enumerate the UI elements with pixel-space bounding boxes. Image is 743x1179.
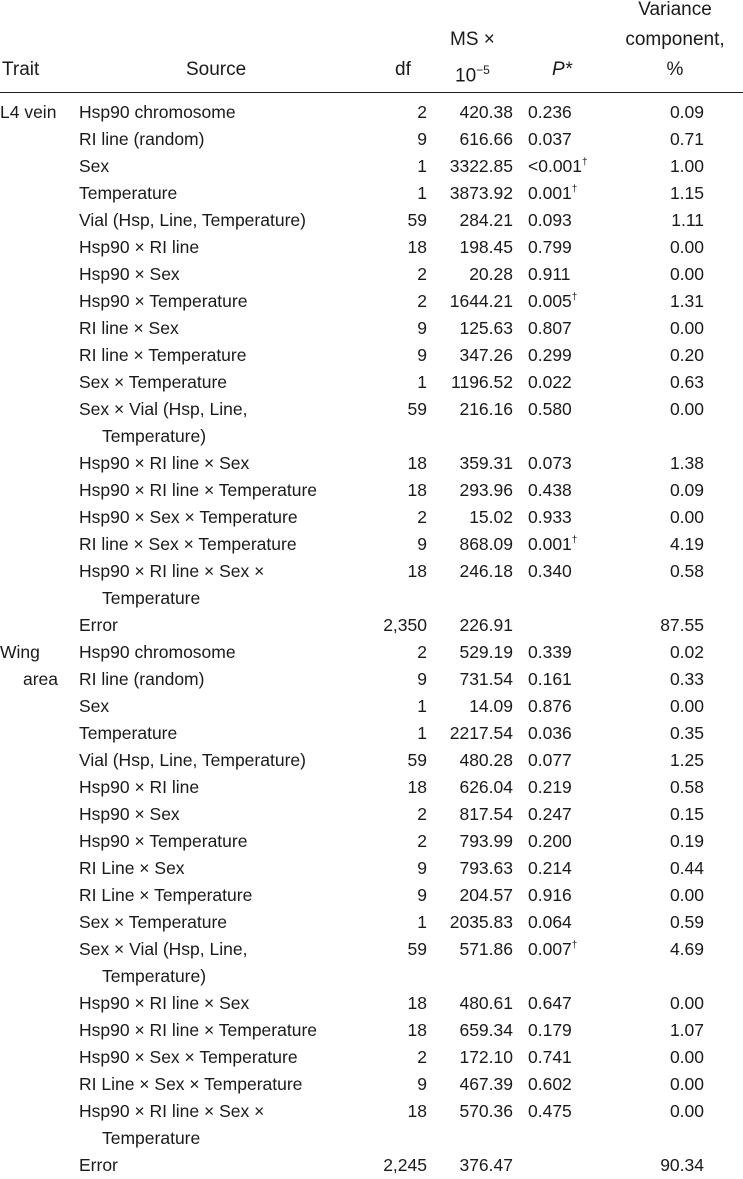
source-cell-continuation: Temperature): [102, 426, 207, 446]
table-row: [0, 369, 743, 396]
ms-cell: 616.66: [459, 129, 513, 149]
ms-cell: 2035.83: [449, 912, 513, 932]
p-value: <0.001: [528, 156, 583, 176]
ms-cell: 15.02: [469, 507, 513, 527]
ms-cell: 2217.54: [449, 723, 513, 743]
p-value: 0.299: [528, 345, 572, 365]
ms-cell: 246.18: [459, 561, 513, 581]
p-value: 0.933: [528, 507, 572, 527]
source-cell: Hsp90 × RI line × Sex: [79, 993, 250, 1013]
header-ms-line1: MS ×: [450, 29, 495, 50]
p-value: 0.602: [528, 1074, 572, 1094]
variance-cell: 1.31: [669, 291, 704, 311]
p-cell: [528, 450, 572, 477]
table-row: [0, 396, 743, 423]
variance-cell: 1.07: [669, 1020, 704, 1040]
p-value: 0.093: [528, 210, 572, 230]
ms-cell: 172.10: [459, 1047, 513, 1067]
ms-cell: 226.91: [459, 615, 513, 635]
variance-cell: 0.44: [669, 858, 704, 878]
p-cell: [528, 936, 577, 963]
table-row: [0, 1152, 743, 1179]
table-header: [0, 0, 743, 92]
p-cell: [528, 882, 572, 909]
table-row: [0, 855, 743, 882]
variance-cell: 0.00: [669, 264, 704, 284]
p-cell: [528, 666, 572, 693]
ms-cell: 868.09: [459, 534, 513, 554]
df-cell: 2: [417, 507, 427, 527]
table-row: [0, 693, 743, 720]
p-cell: [528, 369, 572, 396]
ms-cell: 480.28: [459, 750, 513, 770]
p-value: 0.475: [528, 1101, 572, 1121]
table-row: [0, 936, 743, 963]
variance-cell: 0.00: [669, 237, 704, 257]
variance-cell: 0.09: [669, 480, 704, 500]
variance-cell: 0.00: [669, 1101, 704, 1121]
df-cell: 1: [417, 156, 427, 176]
df-cell: 59: [407, 210, 427, 230]
p-cell: [528, 531, 577, 558]
variance-cell: 0.00: [669, 318, 704, 338]
source-cell-continuation: Temperature: [102, 588, 201, 608]
source-cell: Sex × Vial (Hsp, Line,: [79, 399, 248, 419]
variance-cell: 0.00: [669, 993, 704, 1013]
ms-cell: 1644.21: [449, 291, 513, 311]
ms-cell: 817.54: [459, 804, 513, 824]
variance-cell: 0.59: [669, 912, 704, 932]
p-cell: [528, 558, 572, 585]
source-cell: Sex: [79, 696, 110, 716]
table-row: [0, 450, 743, 477]
table-row: [0, 1071, 743, 1098]
header-df: df: [395, 59, 411, 80]
table-row: [0, 315, 743, 342]
ms-cell: 198.45: [459, 237, 513, 257]
ms-cell: 793.63: [459, 858, 513, 878]
table-row: [0, 261, 743, 288]
table-row: [0, 99, 743, 126]
p-cell: [528, 1017, 572, 1044]
source-cell: RI line × Temperature: [79, 345, 247, 365]
p-cell: [528, 720, 572, 747]
p-value: 0.219: [528, 777, 572, 797]
table-row: [0, 909, 743, 936]
p-cell: [528, 234, 572, 261]
df-cell: 9: [417, 318, 427, 338]
p-value: 0.799: [528, 237, 572, 257]
p-value: 0.077: [528, 750, 572, 770]
ms-cell: 571.86: [459, 939, 513, 959]
source-cell: RI line (random): [79, 669, 205, 689]
variance-cell: 0.00: [669, 1074, 704, 1094]
df-cell: 1: [417, 696, 427, 716]
p-value: 0.001: [528, 183, 572, 203]
source-cell: Temperature: [79, 183, 178, 203]
table-row: [0, 342, 743, 369]
df-cell: 2: [417, 804, 427, 824]
table-row-continuation: [0, 423, 743, 450]
ms-cell: 216.16: [459, 399, 513, 419]
significance-dagger: †: [571, 184, 578, 196]
table-row: [0, 558, 743, 585]
p-cell: [528, 207, 572, 234]
source-cell: Hsp90 × RI line × Temperature: [79, 1020, 318, 1040]
df-cell: 9: [417, 129, 427, 149]
p-cell: [528, 828, 572, 855]
p-cell: [528, 801, 572, 828]
df-cell: 2,245: [383, 1155, 427, 1175]
table-row: [0, 774, 743, 801]
df-cell: 59: [407, 399, 427, 419]
df-cell: 2: [417, 264, 427, 284]
ms-cell: 659.34: [459, 1020, 513, 1040]
p-value: 0.580: [528, 399, 572, 419]
header-source: Source: [186, 59, 247, 80]
ms-cell: 793.99: [459, 831, 513, 851]
table-row: [0, 126, 743, 153]
ms-cell: 293.96: [459, 480, 513, 500]
p-cell: [528, 315, 572, 342]
source-cell: Sex: [79, 156, 110, 176]
table-row-continuation: [0, 1125, 743, 1152]
source-cell: Hsp90 chromosome: [79, 642, 236, 662]
ms-cell: 570.36: [459, 1101, 513, 1121]
df-cell: 18: [407, 1101, 427, 1121]
ms-cell: 20.28: [469, 264, 513, 284]
df-cell: 18: [407, 561, 427, 581]
variance-cell: 87.55: [660, 615, 704, 635]
p-value: 0.340: [528, 561, 572, 581]
trait-label: L4 vein: [0, 102, 57, 122]
p-value: 0.214: [528, 858, 572, 878]
ms-cell: 731.54: [459, 669, 513, 689]
p-value: 0.438: [528, 480, 572, 500]
table-row: [0, 1017, 743, 1044]
source-cell: Hsp90 × RI line × Sex: [79, 453, 250, 473]
variance-cell: 90.34: [660, 1155, 704, 1175]
source-cell: RI line (random): [79, 129, 205, 149]
p-cell: [528, 180, 577, 207]
table-row: [0, 180, 743, 207]
p-cell: [528, 153, 588, 180]
p-value: 0.007: [528, 939, 572, 959]
p-value: 0.741: [528, 1047, 572, 1067]
table-row: [0, 504, 743, 531]
source-cell-continuation: Temperature: [102, 1128, 201, 1148]
source-cell: Hsp90 × Sex: [79, 264, 180, 284]
source-cell: Hsp90 chromosome: [79, 102, 236, 122]
p-value: 0.339: [528, 642, 572, 662]
p-value: 0.247: [528, 804, 572, 824]
variance-cell: 0.33: [669, 669, 704, 689]
df-cell: 2: [417, 291, 427, 311]
p-value: 0.200: [528, 831, 572, 851]
source-cell: Hsp90 × Sex: [79, 804, 180, 824]
table-row: [0, 531, 743, 558]
df-cell: 18: [407, 993, 427, 1013]
source-cell: Sex × Temperature: [79, 372, 228, 392]
source-cell: Vial (Hsp, Line, Temperature): [79, 750, 306, 770]
ms-cell: 3873.92: [449, 183, 513, 203]
variance-cell: 0.00: [669, 399, 704, 419]
table-row: [0, 1098, 743, 1125]
trait-label: Wing: [0, 642, 40, 662]
p-cell: [528, 288, 577, 315]
source-cell: Hsp90 × RI line × Temperature: [79, 480, 318, 500]
p-cell: [528, 855, 572, 882]
source-cell: Error: [79, 615, 118, 635]
source-cell: Sex × Vial (Hsp, Line,: [79, 939, 248, 959]
source-cell: RI Line × Sex: [79, 858, 185, 878]
ms-cell: 420.38: [459, 102, 513, 122]
variance-cell: 0.09: [669, 102, 704, 122]
p-cell: [528, 747, 572, 774]
significance-dagger: †: [582, 157, 588, 169]
df-cell: 2: [417, 1047, 427, 1067]
significance-dagger: †: [571, 535, 578, 547]
df-cell: 9: [417, 885, 427, 905]
variance-cell: 4.69: [669, 939, 704, 959]
variance-cell: 1.15: [669, 183, 704, 203]
ms-cell: 626.04: [459, 777, 513, 797]
variance-cell: 0.58: [669, 777, 704, 797]
df-cell: 59: [407, 750, 427, 770]
table-row: [0, 234, 743, 261]
p-value: 0.236: [528, 102, 572, 122]
source-cell: Hsp90 × Temperature: [79, 831, 248, 851]
significance-dagger: †: [571, 940, 578, 952]
p-value: 0.001: [528, 534, 572, 554]
source-cell: RI line × Sex × Temperature: [79, 534, 297, 554]
p-cell: [528, 99, 572, 126]
source-cell: Hsp90 × Sex × Temperature: [79, 1047, 298, 1067]
df-cell: 18: [407, 777, 427, 797]
variance-cell: 0.00: [669, 696, 704, 716]
ms-cell: 14.09: [469, 696, 513, 716]
table-row-continuation: [0, 963, 743, 990]
table-row: [0, 153, 743, 180]
p-cell: [528, 693, 572, 720]
source-cell: RI Line × Temperature: [79, 885, 253, 905]
variance-cell: 1.38: [669, 453, 704, 473]
variance-cell: 0.02: [669, 642, 704, 662]
p-value: 0.161: [528, 669, 572, 689]
variance-cell: 0.63: [669, 372, 704, 392]
variance-cell: 0.20: [669, 345, 704, 365]
table-row-continuation: [0, 585, 743, 612]
df-cell: 18: [407, 480, 427, 500]
df-cell: 59: [407, 939, 427, 959]
p-cell: [528, 342, 572, 369]
df-cell: 2: [417, 642, 427, 662]
p-cell: [528, 477, 572, 504]
df-cell: 9: [417, 534, 427, 554]
p-cell: [528, 126, 572, 153]
ms-cell: 376.47: [459, 1155, 513, 1175]
header-vc-line2: component,: [625, 29, 725, 50]
ms-cell: 3322.85: [449, 156, 513, 176]
variance-cell: 4.19: [669, 534, 704, 554]
variance-cell: 1.00: [669, 156, 704, 176]
ms-cell: 1196.52: [451, 372, 513, 392]
p-value: 0.037: [528, 129, 572, 149]
table-row: [0, 207, 743, 234]
source-cell: Temperature: [79, 723, 178, 743]
df-cell: 1: [417, 372, 427, 392]
table-row: [0, 639, 743, 666]
df-cell: 2,350: [383, 615, 427, 635]
source-cell: Error: [79, 1155, 118, 1175]
header-trait: Trait: [2, 59, 40, 80]
table-row: [0, 288, 743, 315]
df-cell: 18: [407, 453, 427, 473]
df-cell: 18: [407, 237, 427, 257]
source-cell: Hsp90 × RI line: [79, 777, 200, 797]
table-row: [0, 990, 743, 1017]
df-cell: 1: [417, 912, 427, 932]
df-cell: 9: [417, 669, 427, 689]
ms-cell: 480.61: [459, 993, 513, 1013]
df-cell: 1: [417, 723, 427, 743]
df-cell: 2: [417, 102, 427, 122]
source-cell: Hsp90 × RI line × Sex ×: [79, 561, 265, 581]
df-cell: 18: [407, 1020, 427, 1040]
table-row: [0, 720, 743, 747]
variance-cell: 0.00: [669, 885, 704, 905]
table-row: [0, 1044, 743, 1071]
p-value: 0.073: [528, 453, 572, 473]
source-cell: Hsp90 × Temperature: [79, 291, 248, 311]
variance-cell: 0.00: [669, 507, 704, 527]
p-value: 0.005: [528, 291, 572, 311]
source-cell: RI Line × Sex × Temperature: [79, 1074, 303, 1094]
p-cell: [528, 639, 572, 666]
header-vc-line3: %: [666, 59, 684, 80]
p-cell: [528, 909, 572, 936]
p-cell: [528, 396, 572, 423]
p-cell: [528, 504, 572, 531]
ms-cell: 529.19: [459, 642, 513, 662]
p-cell: [528, 774, 572, 801]
header-ms-base: 10: [455, 65, 477, 87]
variance-cell: 0.35: [669, 723, 704, 743]
variance-cell: 0.71: [669, 129, 704, 149]
header-ms-line2: [455, 55, 490, 91]
df-cell: 9: [417, 1074, 427, 1094]
p-value: 0.876: [528, 696, 572, 716]
p-value: 0.036: [528, 723, 572, 743]
p-value: 0.022: [528, 372, 572, 392]
ms-cell: 359.31: [459, 453, 513, 473]
table-row: [0, 882, 743, 909]
p-cell: [528, 990, 572, 1017]
p-cell: [528, 1071, 572, 1098]
table-row: [0, 666, 743, 693]
ms-cell: 467.39: [459, 1074, 513, 1094]
variance-cell: 0.19: [669, 831, 704, 851]
variance-cell: 0.00: [669, 1047, 704, 1067]
variance-cell: 1.11: [671, 210, 704, 230]
ms-cell: 347.26: [459, 345, 513, 365]
p-cell: [528, 261, 571, 288]
source-cell: Hsp90 × RI line: [79, 237, 200, 257]
source-cell: Hsp90 × RI line × Sex ×: [79, 1101, 265, 1121]
header-vc-line1: Variance: [638, 0, 712, 20]
header-variance: [609, 0, 741, 85]
table-row: [0, 612, 743, 639]
p-value: 0.179: [528, 1020, 572, 1040]
header-rule: [0, 92, 743, 93]
variance-cell: 0.15: [669, 804, 704, 824]
p-value: 0.807: [528, 318, 572, 338]
ms-cell: 204.57: [459, 885, 513, 905]
table-row: [0, 828, 743, 855]
df-cell: 1: [417, 183, 427, 203]
source-cell: Hsp90 × Sex × Temperature: [79, 507, 298, 527]
variance-cell: 1.25: [669, 750, 704, 770]
source-cell: Vial (Hsp, Line, Temperature): [79, 210, 306, 230]
table-row: [0, 801, 743, 828]
ms-cell: 125.63: [459, 318, 513, 338]
p-value: 0.911: [528, 264, 571, 284]
p-cell: [528, 1044, 572, 1071]
ms-cell: 284.21: [459, 210, 513, 230]
trait-label-cont: area: [22, 669, 58, 689]
source-cell: RI line × Sex: [79, 318, 179, 338]
p-cell: [528, 1098, 572, 1125]
p-value: 0.064: [528, 912, 572, 932]
header-ms-exponent: −5: [476, 63, 490, 77]
header-p: P*: [552, 59, 573, 80]
source-cell-continuation: Temperature): [102, 966, 207, 986]
p-value: 0.916: [528, 885, 572, 905]
source-cell: Sex × Temperature: [79, 912, 228, 932]
df-cell: 9: [417, 345, 427, 365]
variance-cell: 0.58: [669, 561, 704, 581]
p-value: 0.647: [528, 993, 572, 1013]
table-row: [0, 747, 743, 774]
df-cell: 2: [417, 831, 427, 851]
table-row: [0, 477, 743, 504]
significance-dagger: †: [571, 292, 578, 304]
df-cell: 9: [417, 858, 427, 878]
